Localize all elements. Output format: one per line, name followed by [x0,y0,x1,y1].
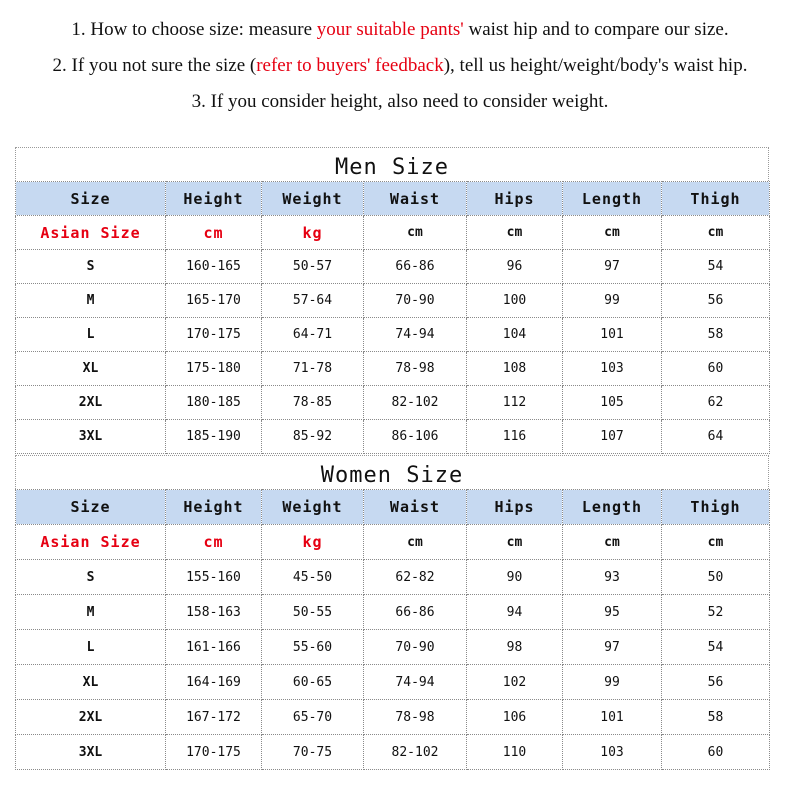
table-cell: 86-106 [364,420,467,454]
table-row [16,318,770,352]
table-cell: 95 [563,595,662,630]
table-cell: L [16,318,166,352]
unit-cell: cm [662,216,770,250]
men-size-table [15,181,770,454]
table-cell: 160-165 [166,250,262,284]
header-cell: Length [563,490,662,525]
unit-cell: cm [467,525,563,560]
table-cell: 94 [467,595,563,630]
table-cell: 50 [662,560,770,595]
table-cell: S [16,560,166,595]
table-cell: 64 [662,420,770,454]
table-cell: 108 [467,352,563,386]
table-header-row [16,182,770,216]
instruction-1-highlight: your suitable pants' [316,19,464,40]
unit-cell: cm [467,216,563,250]
header-cell: Hips [467,490,563,525]
table-cell: 60 [662,735,770,770]
table-cell: 70-90 [364,630,467,665]
table-cell: 78-98 [364,352,467,386]
table-cell: 50-57 [262,250,364,284]
table-cell: 55-60 [262,630,364,665]
table-cell: 107 [563,420,662,454]
table-cell: 104 [467,318,563,352]
instruction-2-text-c: ), tell us height/weight/body's waist hip. [443,55,748,76]
table-row [16,284,770,318]
table-cell: 3XL [16,735,166,770]
table-row [16,386,770,420]
table-cell: M [16,284,166,318]
women-size-title: Women Size [15,455,769,489]
table-cell: 56 [662,665,770,700]
table-cell: 78-85 [262,386,364,420]
table-cell: XL [16,665,166,700]
header-cell: Thigh [662,182,770,216]
table-cell: 100 [467,284,563,318]
header-cell: Waist [364,490,467,525]
table-cell: 2XL [16,386,166,420]
table-cell: 60 [662,352,770,386]
table-row [16,420,770,454]
table-cell: M [16,595,166,630]
table-cell: 70-90 [364,284,467,318]
header-cell: Height [166,490,262,525]
table-units-row [16,525,770,560]
table-row [16,700,770,735]
table-cell: 164-169 [166,665,262,700]
table-cell: 2XL [16,700,166,735]
table-cell: 71-78 [262,352,364,386]
header-cell: Weight [262,490,364,525]
unit-cell: cm [166,216,262,250]
table-row [16,560,770,595]
table-cell: 57-64 [262,284,364,318]
unit-cell: Asian Size [16,525,166,560]
table-cell: 85-92 [262,420,364,454]
unit-cell: cm [364,216,467,250]
header-cell: Weight [262,182,364,216]
table-cell: 66-86 [364,250,467,284]
header-cell: Hips [467,182,563,216]
table-row [16,352,770,386]
table-cell: 155-160 [166,560,262,595]
unit-cell: cm [166,525,262,560]
men-size-title: Men Size [15,147,769,181]
instruction-line-3: 3. If you consider height, also need to consider weight. [191,91,609,112]
table-cell: 74-94 [364,665,467,700]
table-cell: 97 [563,630,662,665]
table-row [16,250,770,284]
table-cell: 74-94 [364,318,467,352]
table-cell: 52 [662,595,770,630]
table-row [16,735,770,770]
table-cell: 50-55 [262,595,364,630]
table-row [16,595,770,630]
table-cell: 65-70 [262,700,364,735]
unit-cell: cm [563,216,662,250]
table-cell: 116 [467,420,563,454]
unit-cell: cm [563,525,662,560]
table-cell: 60-65 [262,665,364,700]
instructions [0,12,800,120]
table-cell: 170-175 [166,735,262,770]
table-cell: 58 [662,700,770,735]
table-cell: L [16,630,166,665]
table-cell: 165-170 [166,284,262,318]
table-cell: 90 [467,560,563,595]
table-cell: 54 [662,630,770,665]
women-size-section [15,455,769,770]
unit-cell: cm [662,525,770,560]
unit-cell: Asian Size [16,216,166,250]
instruction-line-1 [0,12,800,48]
table-units-row [16,216,770,250]
instruction-1-text-a: 1. How to choose size: measure [71,19,317,40]
header-cell: Length [563,182,662,216]
table-cell: 185-190 [166,420,262,454]
table-cell: 112 [467,386,563,420]
header-cell: Height [166,182,262,216]
table-cell: 58 [662,318,770,352]
table-cell: 175-180 [166,352,262,386]
unit-cell: kg [262,216,364,250]
table-cell: 62 [662,386,770,420]
table-cell: 103 [563,352,662,386]
table-cell: 54 [662,250,770,284]
table-cell: XL [16,352,166,386]
table-cell: 106 [467,700,563,735]
table-cell: 158-163 [166,595,262,630]
table-cell: 99 [563,665,662,700]
table-row [16,630,770,665]
table-cell: 70-75 [262,735,364,770]
header-cell: Size [16,490,166,525]
table-row [16,665,770,700]
table-cell: 110 [467,735,563,770]
table-cell: 180-185 [166,386,262,420]
table-cell: 101 [563,318,662,352]
table-cell: 82-102 [364,735,467,770]
table-cell: 103 [563,735,662,770]
table-cell: 3XL [16,420,166,454]
women-size-table [15,489,770,770]
instruction-1-text-c: waist hip and to compare our size. [463,19,729,40]
table-cell: 101 [563,700,662,735]
table-cell: 82-102 [364,386,467,420]
table-header-row [16,490,770,525]
table-cell: 64-71 [262,318,364,352]
header-cell: Waist [364,182,467,216]
table-cell: 98 [467,630,563,665]
table-cell: 45-50 [262,560,364,595]
table-cell: 56 [662,284,770,318]
table-cell: 66-86 [364,595,467,630]
instruction-2-text-a: 2. If you not sure the size ( [52,55,257,76]
table-cell: 62-82 [364,560,467,595]
men-size-section [15,147,769,454]
table-cell: 93 [563,560,662,595]
instruction-2-highlight: refer to buyers' feedback [256,55,444,76]
table-cell: 105 [563,386,662,420]
table-cell: 96 [467,250,563,284]
header-cell: Thigh [662,490,770,525]
header-cell: Size [16,182,166,216]
table-cell: 78-98 [364,700,467,735]
table-cell: S [16,250,166,284]
table-cell: 99 [563,284,662,318]
table-cell: 167-172 [166,700,262,735]
table-cell: 161-166 [166,630,262,665]
unit-cell: cm [364,525,467,560]
table-cell: 97 [563,250,662,284]
unit-cell: kg [262,525,364,560]
table-cell: 102 [467,665,563,700]
instruction-line-2 [0,48,800,84]
table-cell: 170-175 [166,318,262,352]
